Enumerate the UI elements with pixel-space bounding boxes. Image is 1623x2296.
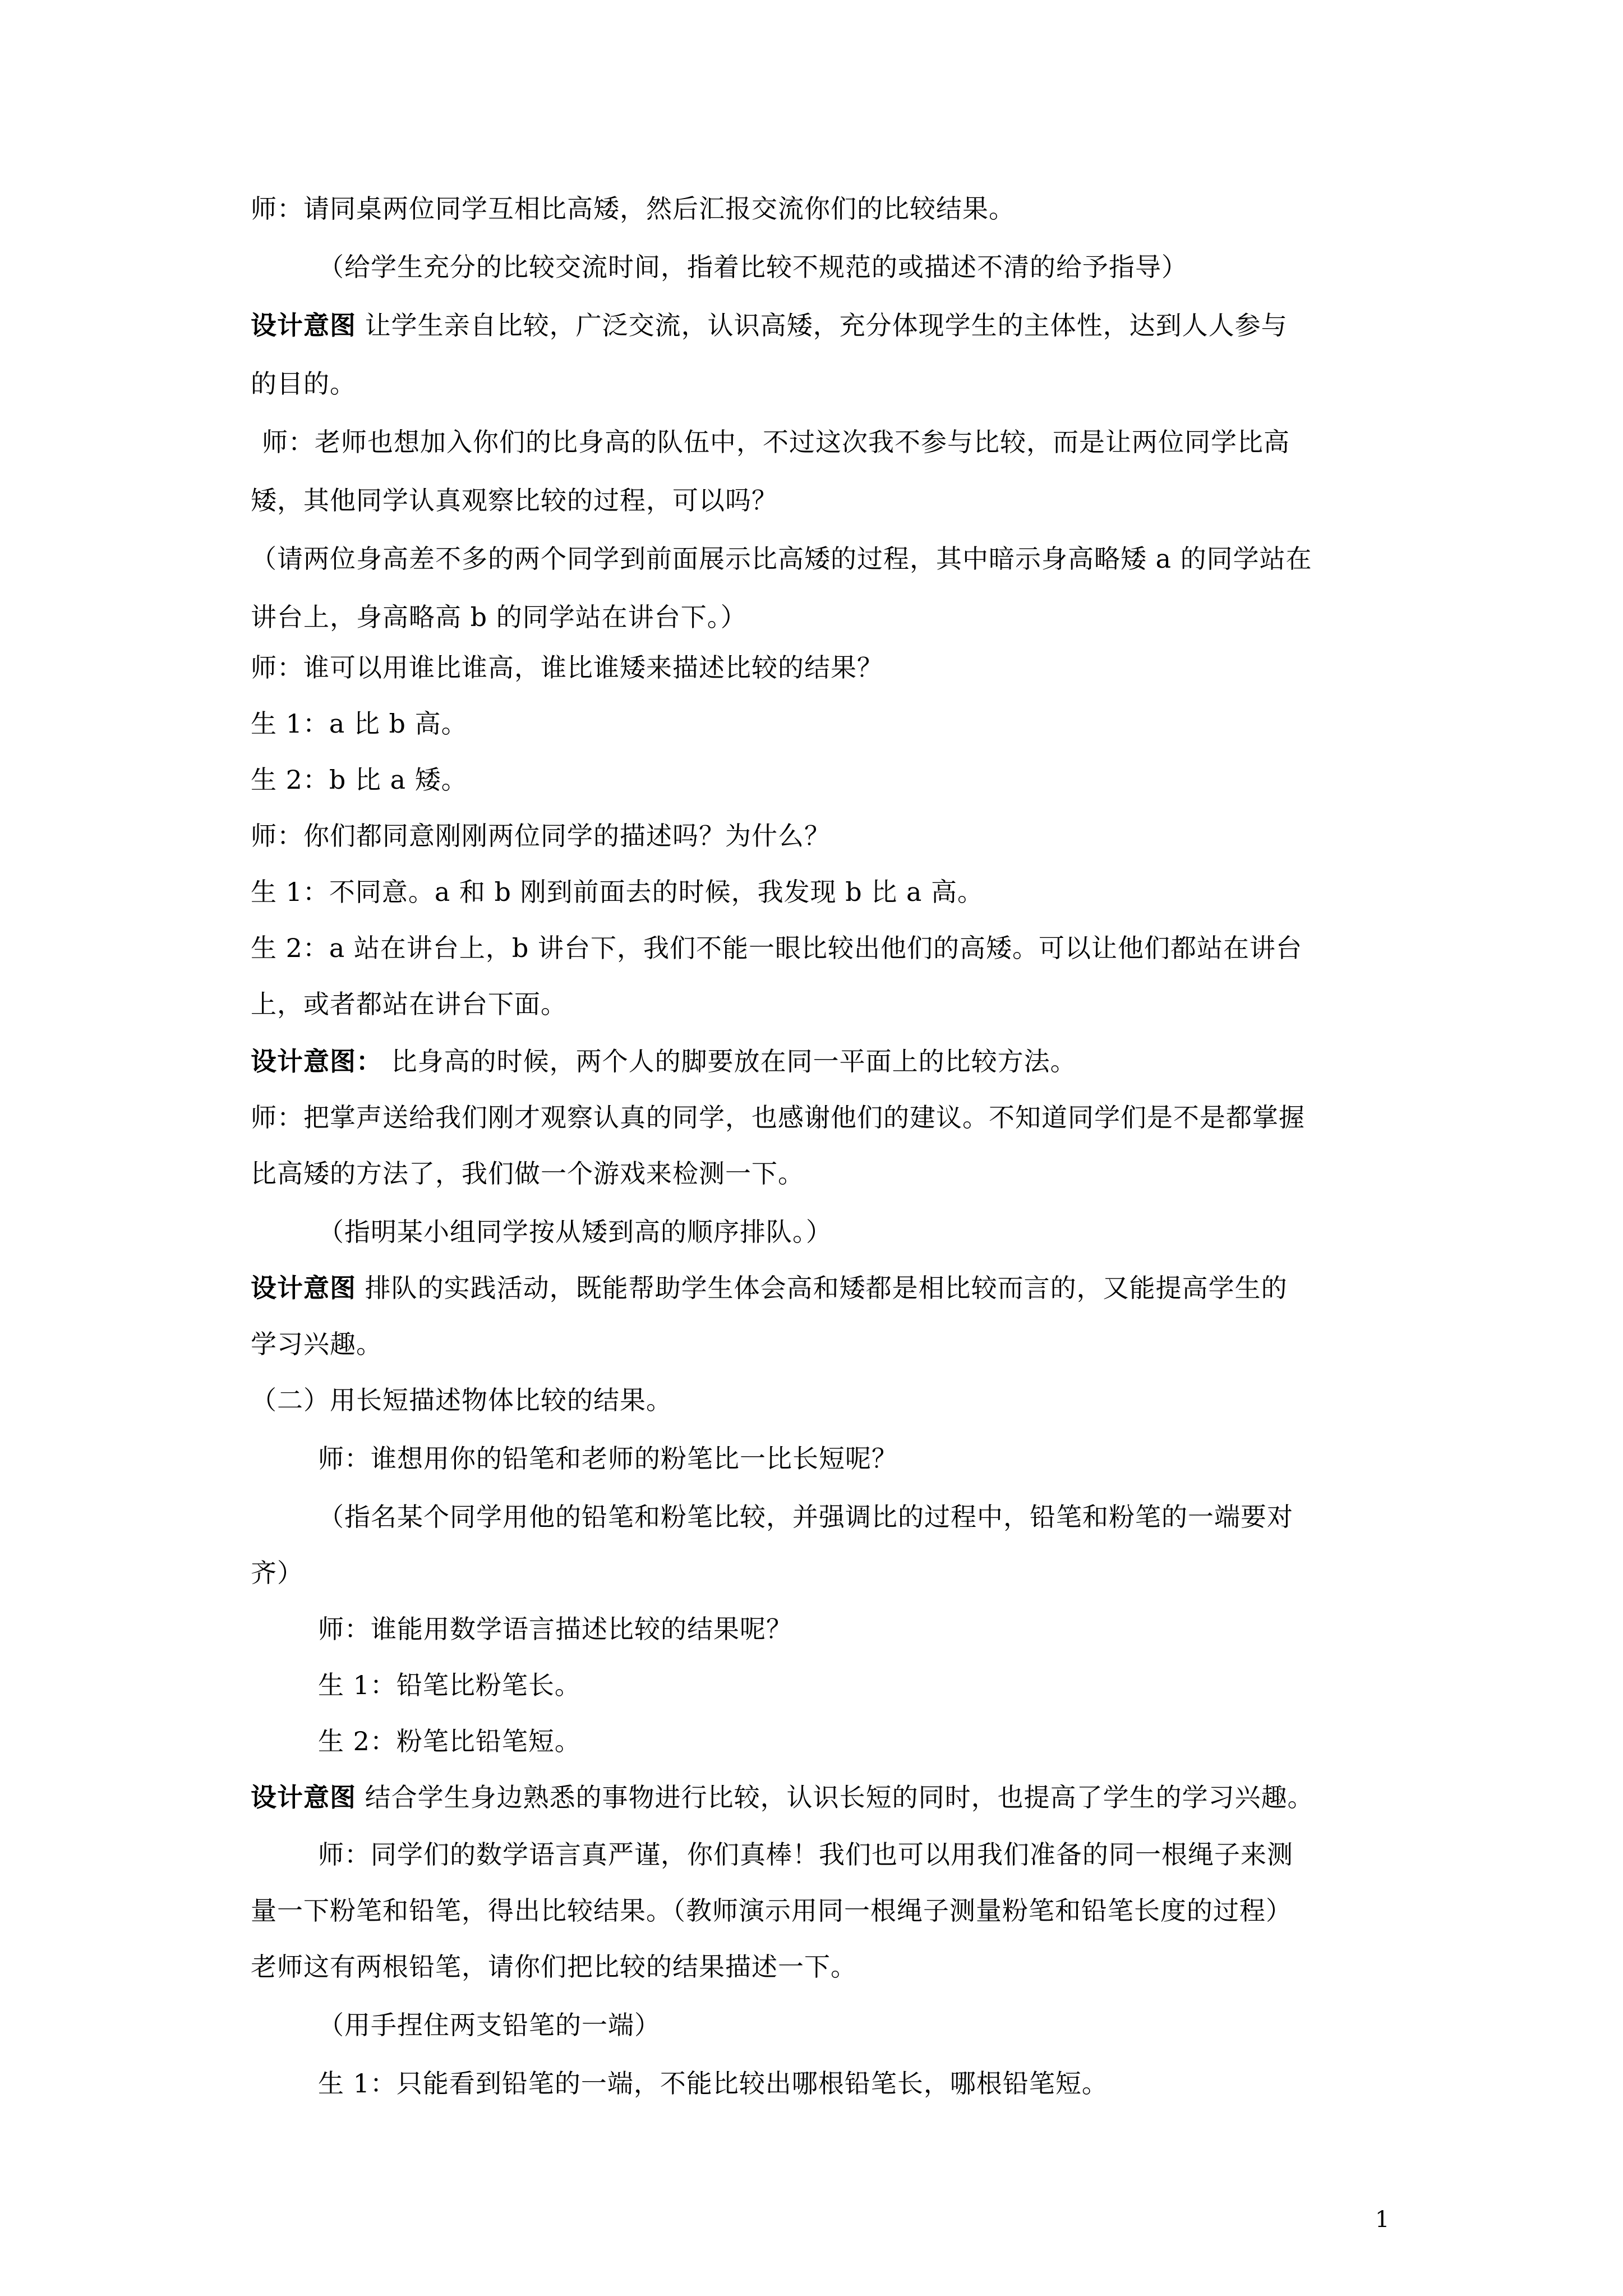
section-heading: （二）用长短描述物体比较的结果。: [251, 1385, 672, 1415]
paragraph-line: 讲台上，身高略高 b 的同学站在讲台下。）: [251, 602, 747, 632]
paragraph-line: 生 2：a 站在讲台上，b 讲台下，我们不能一眼比较出他们的高矮。可以让他们都站在讲台: [251, 933, 1303, 963]
paragraph-line: （给学生充分的比较交流时间，指着比较不规范的或描述不清的给予指导）: [318, 252, 1188, 282]
design-intent-label: 设计意图: [251, 1782, 356, 1812]
design-intent-line: [251, 1045, 1077, 1078]
paragraph-line: （指明某小组同学按从矮到高的顺序排队。）: [318, 1217, 832, 1247]
paragraph-line: 师：请同桌两位同学互相比高矮，然后汇报交流你们的比较结果。: [251, 194, 1015, 224]
paragraph-line: 生 1：只能看到铅笔的一端，不能比较出哪根铅笔长，哪根铅笔短。: [318, 2068, 1108, 2099]
paragraph-line: 师：同学们的数学语言真严谨，你们真棒！我们也可以用我们准备的同一根绳子来测: [318, 1839, 1293, 1870]
paragraph-line: 师：老师也想加入你们的比身高的队伍中，不过这次我不参与比较，而是让两位同学比高: [262, 427, 1290, 457]
paragraph-line: 学习兴趣。: [251, 1329, 382, 1359]
paragraph-line: 老师这有两根铅笔，请你们把比较的结果描述一下。: [251, 1952, 857, 1982]
paragraph-line: 矮，其他同学认真观察比较的过程，可以吗？: [251, 485, 778, 516]
paragraph-line: 生 1：不同意。a 和 b 刚到前面去的时候，我发现 b 比 a 高。: [251, 877, 984, 907]
paragraph-line: 生 1：铅笔比粉笔长。: [318, 1670, 581, 1700]
paragraph-line: 上，或者都站在讲台下面。: [251, 989, 567, 1019]
page-number: 1: [1375, 2207, 1390, 2233]
design-intent-label: 设计意图: [251, 1273, 356, 1303]
design-intent-label: 设计意图: [251, 310, 356, 341]
paragraph-line: 生 1：a 比 b 高。: [251, 708, 468, 739]
design-intent-text: 让学生亲自比较，广泛交流，认识高矮，充分体现学生的主体性，达到人人参与: [365, 310, 1288, 341]
paragraph-line: 齐）: [251, 1558, 303, 1588]
paragraph-line: 师：你们都同意刚刚两位同学的描述吗？为什么？: [251, 821, 831, 851]
paragraph-line: （用手捏住两支铅笔的一端）: [318, 2010, 661, 2040]
paragraph-line: 量一下粉笔和铅笔，得出比较结果。（教师演示用同一根绳子测量粉笔和铅笔长度的过程）: [251, 1895, 1292, 1926]
paragraph-line: 师：谁能用数学语言描述比较的结果呢？: [318, 1614, 792, 1644]
paragraph-line: 的目的。: [251, 369, 356, 399]
paragraph-line: （指名某个同学用他的铅笔和粉笔比较，并强调比的过程中，铅笔和粉笔的一端要对: [318, 1502, 1293, 1532]
design-intent-text: 比身高的时候，两个人的脚要放在同一平面上的比较方法。: [391, 1046, 1077, 1076]
design-intent-line: [251, 1271, 1288, 1305]
paragraph-line: 师：谁可以用谁比谁高，谁比谁矮来描述比较的结果？: [251, 652, 883, 683]
design-intent-text: 排队的实践活动，既能帮助学生体会高和矮都是相比较而言的，又能提高学生的: [365, 1273, 1288, 1303]
paragraph-line: 师：谁想用你的铅笔和老师的粉笔比一比长短呢？: [318, 1443, 898, 1474]
paragraph-line: （请两位身高差不多的两个同学到前面展示比高矮的过程，其中暗示身高略矮 a 的同学站在: [251, 544, 1312, 574]
design-intent-line: [251, 1780, 1314, 1814]
design-intent-line: [251, 309, 1288, 342]
paragraph-line: 生 2：b 比 a 矮。: [251, 765, 468, 795]
paragraph-line: 比高矮的方法了，我们做一个游戏来检测一下。: [251, 1158, 804, 1189]
design-intent-text: 结合学生身边熟悉的事物进行比较，认识长短的同时，也提高了学生的学习兴趣。: [365, 1782, 1314, 1812]
paragraph-line: 师：把掌声送给我们刚才观察认真的同学，也感谢他们的建议。不知道同学们是不是都掌握: [251, 1102, 1305, 1133]
design-intent-label: 设计意图：: [251, 1046, 382, 1076]
paragraph-line: 生 2：粉笔比铅笔短。: [318, 1726, 581, 1756]
